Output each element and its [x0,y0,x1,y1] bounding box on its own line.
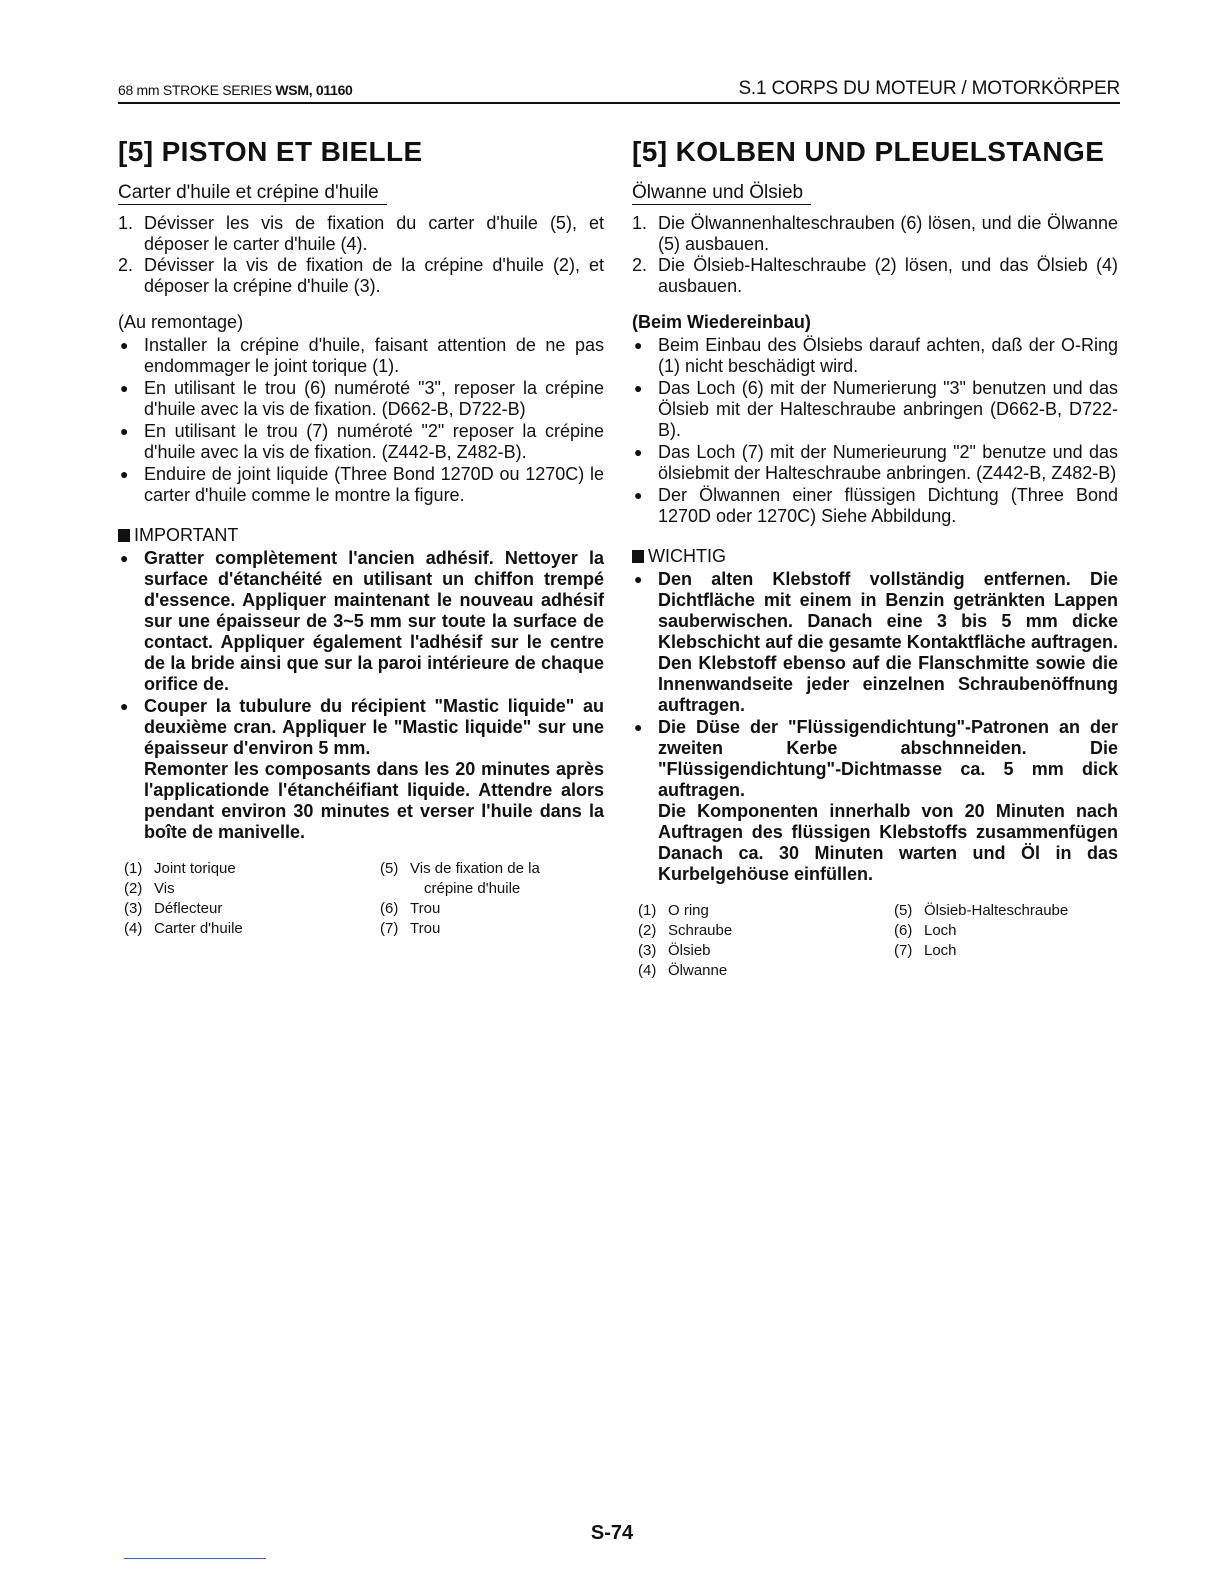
legend-row [124,879,243,899]
legend-text: Déflecteur [154,900,223,917]
legend-number: (4) [638,962,657,979]
step-text: Dévisser les vis de fixation du carter d'huile (5), et déposer le carter d'huile (4). [144,213,604,254]
legend-text: Ölsieb-Halteschraube [924,902,1069,919]
bullet-text: Beim Einbau des Ölsiebs darauf achten, daß der O-Ring (1) nicht beschädigt wird. [658,335,1118,376]
header-series-text: 68 mm STROKE SERIES [118,82,272,98]
bullet-icon: ● [120,337,129,353]
bullet-text: Die Düse der "Flüssigendichtung"-Patronen an der zweiten Kerbe abschnneiden. Die "Flüssigendichtung"-Dichtmasse ca. 5 mm dick auftragen. [658,717,1118,800]
french-bullets [118,335,604,506]
header-section-title: S.1 CORPS DU MOTEUR / MOTORKÖRPER [738,78,1120,99]
legend-number: (1) [638,902,657,919]
german-bullets [632,335,1118,527]
german-steps [632,213,1118,297]
bullet-text: Installer la crépine d'huile, faisant attention de ne pas endommager le joint torique (1). [144,335,604,376]
legend-text: Loch [924,942,957,959]
french-reassembly-label: (Au remontage) [118,312,244,332]
step-number: 2. [632,255,648,275]
german-subtitle: Ölwanne und Ölsieb [632,182,811,205]
german-reassembly-label: (Beim Wiedereinbau) [632,312,811,332]
bullet-icon: ● [120,550,129,566]
page-header [118,78,1120,104]
bullet-text: En utilisant le trou (6) numéroté "3", reposer la crépine d'huile avec la vis de fixation. (D662-B, D722-B) [144,378,604,419]
french-important-bullets [118,548,604,843]
list-item [632,442,1118,484]
bullet-text: Das Loch (7) mit der Numerieurung "2" benutze und das ölsiebmit der Halteschraube anbringen. (Z442-B, Z482-B) [658,442,1118,483]
bullet-icon: ● [634,571,643,587]
legend-row [380,859,540,879]
list-item [118,378,604,420]
bullet-icon: ● [120,423,129,439]
bullet-text: Enduire de joint liquide (Three Bond 1270D ou 1270C) le carter d'huile comme le montre la figure. [144,464,604,505]
legend-row-continuation: crépine d'huile [424,880,521,897]
german-title: [5] KOLBEN UND PLEUELSTANGE [632,136,1105,167]
legend-text: Ölwanne [668,962,728,979]
german-important-bullets [632,569,1118,885]
step-number: 2. [118,255,134,275]
legend-number: (2) [124,880,143,897]
important-label: IMPORTANT [134,525,239,545]
german-important-note: Die Komponenten innerhalb von 20 Minuten nach Auftragen des flüssigen Klebstoffs zusammenfügen Danach ca. 30 Minuten warten und Öl in das Kurbelgehöuse einfüllen. [658,801,1118,884]
legend-row [894,901,1068,921]
german-important-heading [632,545,1118,567]
legend-text: Joint torique [154,860,236,877]
legend-number: (3) [124,900,143,917]
bullet-icon: ● [634,444,643,460]
legend-row [124,899,243,919]
list-item [632,717,1118,885]
legend-text: Loch [924,922,957,939]
french-title: [5] PISTON ET BIELLE [118,136,423,167]
legend-number: (5) [380,860,399,877]
legend-row [380,899,540,919]
legend-row [638,961,732,981]
list-item [118,421,604,463]
bullet-text: Gratter complètement l'ancien adhésif. Nettoyer la surface d'étanchéité en utilisant un chiffon trempé d'essence. Appliquer maintenant le nouveau adhésif sur une épaisseur de 3~5 mm sur toute la surface de contact. Appliquer également l'adhésif sur le centre de la bride ainsi que sur la paroi intérieure de chaque orifice de. [144,548,604,694]
legend-text: Vis de fixation de la [410,860,540,877]
legend-text: Carter d'huile [154,920,243,937]
legend-number: (1) [124,860,143,877]
legend-number: (7) [380,920,399,937]
legend-text: Schraube [668,922,733,939]
list-item [632,378,1118,441]
bullet-icon: ● [634,719,643,735]
legend-row [124,919,243,939]
list-item [632,569,1118,716]
legend-text: Trou [410,900,441,917]
french-step [118,213,604,255]
header-series [118,82,353,98]
square-icon [632,550,644,563]
step-text: Die Ölwannenhalteschrauben (6) lösen, und die Ölwanne (5) ausbauen. [658,213,1118,254]
french-important-heading [118,524,604,546]
french-legend-right [380,859,540,939]
legend-number: (4) [124,920,143,937]
bullet-icon: ● [120,698,129,714]
legend-number: (6) [894,922,913,939]
list-item [632,335,1118,377]
bullet-text: Der Ölwannen einer flüssigen Dichtung (Three Bond 1270D oder 1270C) Siehe Abbildung. [658,485,1118,526]
french-steps [118,213,604,297]
page-number: S-74 [590,1522,634,1544]
legend-row [638,921,732,941]
german-column [632,134,1118,979]
legend-row [638,941,732,961]
legend-text: Trou [410,920,441,937]
footer-rule [124,1558,266,1559]
legend-number: (3) [638,942,657,959]
legend-row [380,919,540,939]
legend-row [638,901,732,921]
list-item [118,548,604,695]
step-text: Dévisser la vis de fixation de la crépine d'huile (2), et déposer la crépine d'huile (3). [144,255,604,296]
step-number: 1. [118,213,134,233]
list-item [118,335,604,377]
legend-text: Ölsieb [668,942,711,959]
french-step [118,255,604,297]
german-legend-right [894,901,1068,961]
bullet-icon: ● [120,466,129,482]
german-step [632,255,1118,297]
step-number: 1. [632,213,648,233]
legend-row [894,921,1068,941]
legend-text: Vis [154,880,175,897]
bullet-icon: ● [634,487,643,503]
legend-number: (5) [894,902,913,919]
french-subtitle: Carter d'huile et crépine d'huile [118,182,387,205]
header-manual-code: WSM, 01160 [275,82,353,98]
legend-row [124,859,243,879]
bullet-text: Couper la tubulure du récipient "Mastic liquide" au deuxième cran. Appliquer le "Mastic liquide" sur une épaisseur d'environ 5 mm. [144,696,604,758]
list-item [118,464,604,506]
list-item [632,485,1118,527]
legend-number: (6) [380,900,399,917]
bullet-icon: ● [634,380,643,396]
legend-text: O ring [668,902,709,919]
bullet-text: En utilisant le trou (7) numéroté "2" reposer la crépine d'huile avec la vis de fixation. (Z442-B, Z482-B). [144,421,604,462]
square-icon [118,529,130,542]
bullet-text: Den alten Klebstoff vollständig entfernen. Die Dichtfläche mit einem in Benzin getränkten Lappen sauberwischen. Danach eine 3 bis 5 mm dicke Klebschicht auf die gesamte Kontaktfläche auftragen. Den Klebstoff ebenso auf die Flanschmitte sowie die Innenwandseite jeder einzelnen Schraubenöffnung auftragen. [658,569,1118,715]
legend-row [894,941,1068,961]
step-text: Die Ölsieb-Halteschraube (2) lösen, und das Ölsieb (4) ausbauen. [658,255,1118,296]
important-label: WICHTIG [648,546,726,566]
french-column [118,134,604,937]
bullet-icon: ● [634,337,643,353]
list-item [118,696,604,843]
german-step [632,213,1118,255]
bullet-text: Das Loch (6) mit der Numerierung "3" benutzen und das Ölsieb mit der Halteschraube anbringen (D662-B, D722-B). [658,378,1118,440]
legend-number: (2) [638,922,657,939]
french-important-note: Remonter les composants dans les 20 minutes après l'applicationde l'étanchéifiant liquide. Attendre alors pendant environ 30 minutes et verser l'huile dans la boîte de manivelle. [144,759,604,842]
german-legend-left [638,901,732,981]
bullet-icon: ● [120,380,129,396]
legend-number: (7) [894,942,913,959]
french-legend-left [124,859,243,939]
